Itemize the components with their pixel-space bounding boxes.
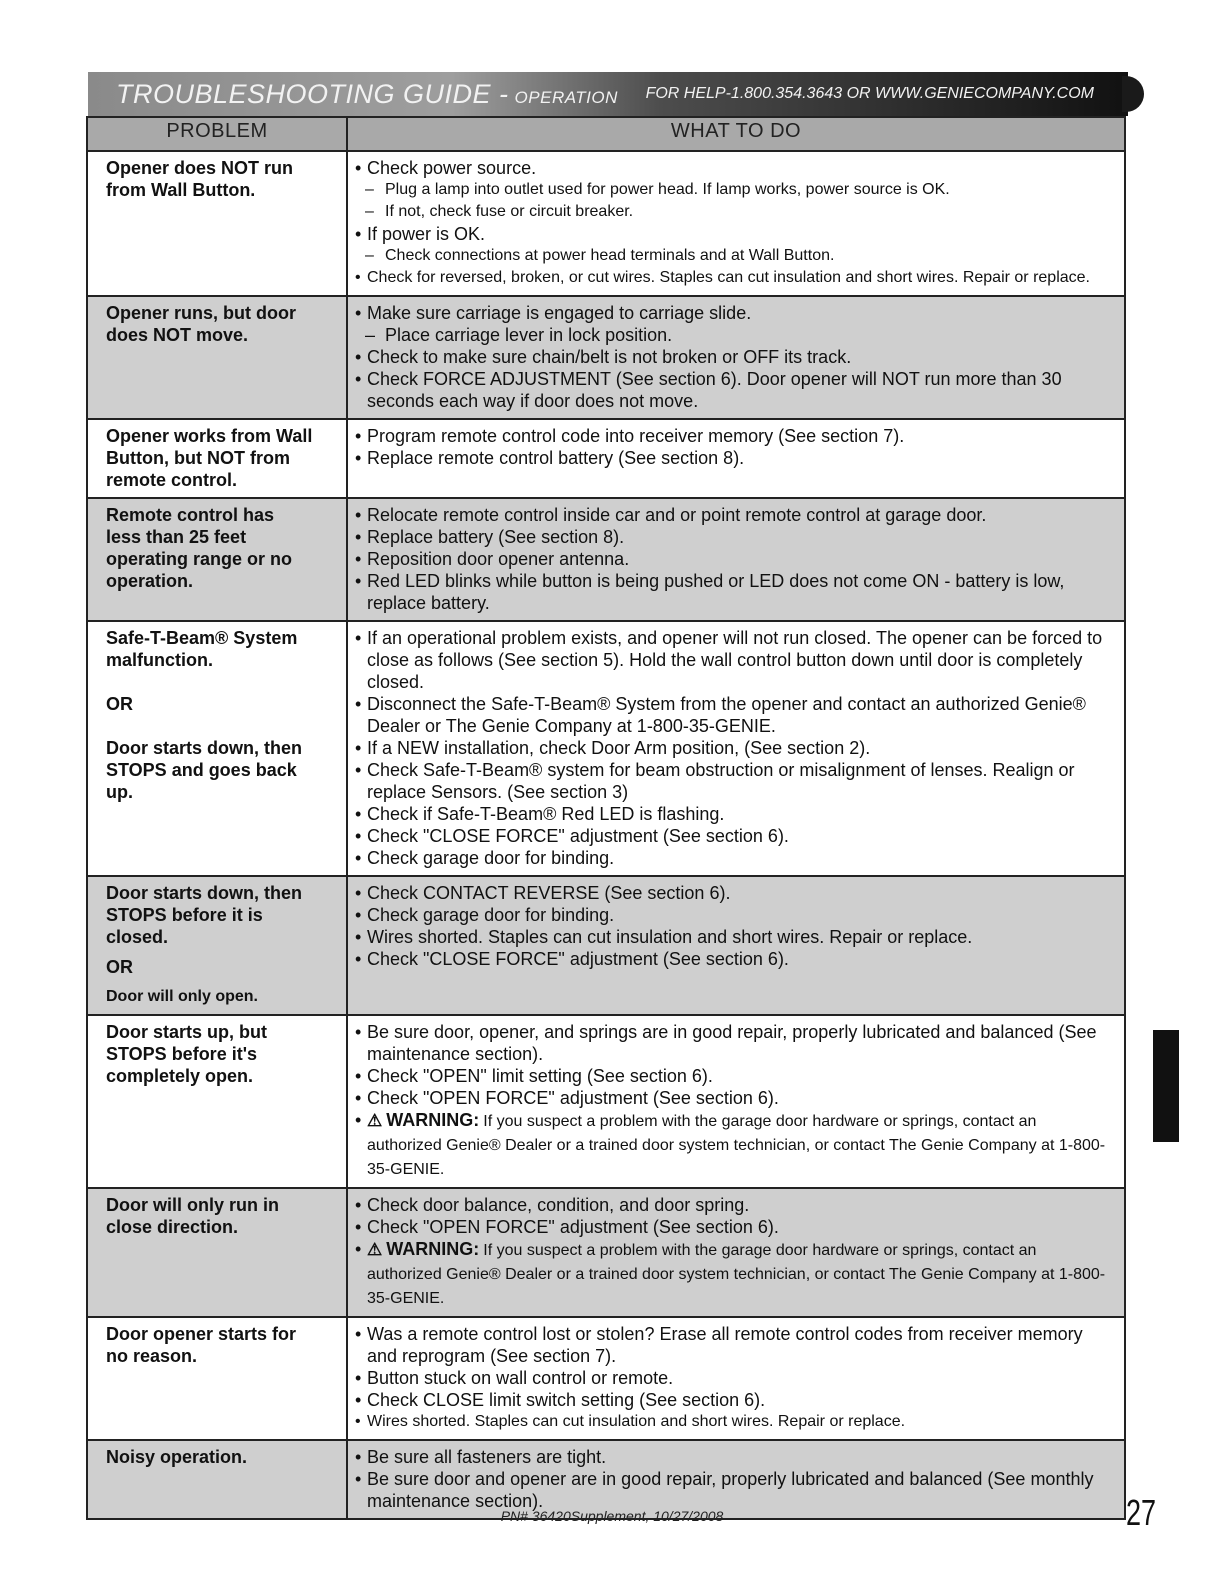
solution-subitem: – Place carriage lever in lock position. [355, 324, 1114, 346]
solution-item: • Check for reversed, broken, or cut wires. Staples can cut insulation and short wires. Repair or replace. [355, 267, 1114, 289]
solution-item: • Disconnect the Safe-T-Beam® System from the opener and contact an authorized Genie® Dealer or The Genie Company at 1-800-35-GENIE. [355, 693, 1114, 737]
spacer [106, 671, 336, 693]
problem-line: Door starts down, then [106, 738, 303, 758]
solution-item: • Check Safe-T-Beam® system for beam obstruction or misalignment of lenses. Realign or replace Sensors. (See section 3) [355, 759, 1114, 803]
table-row [87, 296, 1125, 419]
problem-line: closed. [106, 927, 169, 947]
table-row [87, 419, 1125, 498]
spacer [106, 715, 336, 737]
solution-item: • Check power source. [355, 157, 1114, 179]
problem-line: STOPS before it's [106, 1044, 257, 1064]
problem-line: Safe-T-Beam® System [106, 628, 298, 648]
solution-cell [347, 498, 1125, 621]
problem-cell [87, 1015, 347, 1188]
solution-item: • Check "OPEN" limit setting (See section 6). [355, 1065, 1114, 1087]
warning-text: If you suspect a problem with the garage door hardware or springs, contact an authorized Genie® Dealer or a trained door system technician, or contact The Genie Company at 1-800-35-GENIE. [367, 1113, 1106, 1178]
problem-cell [87, 151, 347, 296]
table-row [87, 498, 1125, 621]
solution-item: • Be sure door, opener, and springs are in good repair, properly lubricated and balanced (See maintenance section). [355, 1021, 1114, 1065]
section-thumb-tab [1153, 1030, 1179, 1142]
problem-line: operation. [106, 571, 194, 591]
solution-item: • If power is OK. [355, 223, 1114, 245]
column-header-what-to-do: WHAT TO DO [347, 117, 1125, 151]
solution-item: • Check to make sure chain/belt is not broken or OFF its track. [355, 346, 1114, 368]
problem-cell [87, 1317, 347, 1440]
solution-item: • Be sure all fasteners are tight. [355, 1446, 1114, 1468]
solution-item: • Make sure carriage is engaged to carriage slide. [355, 302, 1114, 324]
banner-subtitle: OPERATION [514, 87, 618, 107]
problem-line: malfunction. [106, 650, 213, 670]
warning-text: If you suspect a problem with the garage door hardware or springs, contact an authorized Genie® Dealer or a trained door system technician, or contact The Genie Company at 1-800-35-GENIE. [367, 1242, 1106, 1307]
problem-line: Door starts up, but [106, 1022, 267, 1042]
solution-cell [347, 419, 1125, 498]
solution-subitem: – If not, check fuse or circuit breaker. [355, 201, 1114, 223]
warning-label: WARNING: [386, 1110, 480, 1130]
troubleshooting-table [86, 116, 1126, 1520]
solution-item: • Was a remote control lost or stolen? Erase all remote control codes from receiver memory and reprogram (See section 7). [355, 1323, 1114, 1367]
warning-item [355, 1109, 1114, 1181]
solution-item: • Program remote control code into receiver memory (See section 7). [355, 425, 1114, 447]
problem-cell [87, 1188, 347, 1317]
solution-item: • Be sure door and opener are in good repair, properly lubricated and balanced (See monthly maintenance section). [355, 1468, 1114, 1512]
solution-item: • Replace battery (See section 8). [355, 526, 1114, 548]
solution-cell [347, 1015, 1125, 1188]
problem-line: Remote control has [106, 505, 275, 525]
solution-subitem: – Check connections at power head terminals and at Wall Button. [355, 245, 1114, 267]
solution-item: • Check if Safe-T-Beam® Red LED is flashing. [355, 803, 1114, 825]
table-row [87, 1015, 1125, 1188]
problem-line: less than 25 feet [106, 527, 247, 547]
problem-line: Opener works from Wall [106, 426, 313, 446]
solution-item: • Check garage door for binding. [355, 847, 1114, 869]
table-row [87, 1317, 1125, 1440]
table-row [87, 876, 1125, 1015]
part-number: PN# 36420Supplement, 10/27/2008 [500, 1508, 724, 1524]
solution-item: • Check FORCE ADJUSTMENT (See section 6). Door opener will NOT run more than 30 seconds each way if door does not move. [355, 368, 1114, 412]
warning-label: WARNING: [386, 1239, 480, 1259]
solution-cell [347, 1317, 1125, 1440]
solution-item: • Replace remote control battery (See section 8). [355, 447, 1114, 469]
solution-item: • Check garage door for binding. [355, 904, 1114, 926]
table-row [87, 621, 1125, 876]
banner-title: TROUBLESHOOTING GUIDE - OPERATION [116, 78, 618, 109]
problem-line: does NOT move. [106, 325, 249, 345]
solution-item: • Check "CLOSE FORCE" adjustment (See section 6). [355, 948, 1114, 970]
problem-line: no reason. [106, 1346, 198, 1366]
problem-line: completely open. [106, 1066, 254, 1086]
solution-item: • Relocate remote control inside car and or point remote control at garage door. [355, 504, 1114, 526]
problem-line: Door starts down, then [106, 883, 303, 903]
solution-cell [347, 876, 1125, 1015]
solution-item: • Check CLOSE limit switch setting (See section 6). [355, 1389, 1114, 1411]
table-header-row [87, 117, 1125, 151]
solution-item: • If an operational problem exists, and opener will not run closed. The opener can be forced to close as follows (See section 5). Hold the wall control button down until door is completely closed. [355, 627, 1114, 693]
problem-line: Opener does NOT run [106, 158, 294, 178]
table-row [87, 1188, 1125, 1317]
problem-line: remote control. [106, 470, 238, 490]
header-banner [88, 72, 1128, 116]
problem-line: STOPS before it is [106, 905, 263, 925]
solution-cell [347, 621, 1125, 876]
problem-line: close direction. [106, 1217, 239, 1237]
or-separator: OR [106, 694, 133, 714]
column-header-problem: PROBLEM [87, 117, 347, 151]
or-separator: OR [106, 957, 133, 977]
problem-line: Door will only run in [106, 1195, 279, 1215]
warning-item [355, 1238, 1114, 1310]
solution-item: • Red LED blinks while button is being pushed or LED does not come ON - battery is low, replace battery. [355, 570, 1114, 614]
page-number: 27 [1126, 1492, 1157, 1533]
solution-item: • Reposition door opener antenna. [355, 548, 1114, 570]
problem-cell [87, 296, 347, 419]
problem-line: Noisy operation. [106, 1447, 248, 1467]
problem-line: up. [106, 782, 133, 802]
problem-line: Door will only open. [106, 988, 258, 1005]
problem-line: Button, but NOT from [106, 448, 290, 468]
warning-triangle-icon: ⚠ [367, 1111, 383, 1130]
problem-cell [87, 498, 347, 621]
warning-triangle-icon: ⚠ [367, 1240, 383, 1259]
problem-line: operating range or no [106, 549, 293, 569]
problem-cell [87, 621, 347, 876]
problem-cell [87, 419, 347, 498]
problem-line: Opener runs, but door [106, 303, 297, 323]
solution-cell [347, 1188, 1125, 1317]
solution-item: • Wires shorted. Staples can cut insulation and short wires. Repair or replace. [355, 1411, 1114, 1433]
table-row [87, 151, 1125, 296]
solution-item: • Wires shorted. Staples can cut insulation and short wires. Repair or replace. [355, 926, 1114, 948]
solution-item: • Check "OPEN FORCE" adjustment (See section 6). [355, 1087, 1114, 1109]
solution-subitem: – Plug a lamp into outlet used for power head. If lamp works, power source is OK. [355, 179, 1114, 201]
problem-line: Door opener starts for [106, 1324, 297, 1344]
solution-cell [347, 151, 1125, 296]
solution-item: • Check CONTACT REVERSE (See section 6). [355, 882, 1114, 904]
solution-cell [347, 296, 1125, 419]
banner-end-cap [1122, 76, 1144, 112]
solution-item: • Check "OPEN FORCE" adjustment (See section 6). [355, 1216, 1114, 1238]
problem-line: STOPS and goes back [106, 760, 297, 780]
solution-item: • Check door balance, condition, and door spring. [355, 1194, 1114, 1216]
problem-line: from Wall Button. [106, 180, 256, 200]
solution-item: • Button stuck on wall control or remote. [355, 1367, 1114, 1389]
problem-cell [87, 876, 347, 1015]
help-contact: FOR HELP-1.800.354.3643 OR WWW.GENIECOMPANY.COM [645, 85, 1094, 102]
solution-item: • If a NEW installation, check Door Arm position, (See section 2). [355, 737, 1114, 759]
solution-item: • Check "CLOSE FORCE" adjustment (See section 6). [355, 825, 1114, 847]
